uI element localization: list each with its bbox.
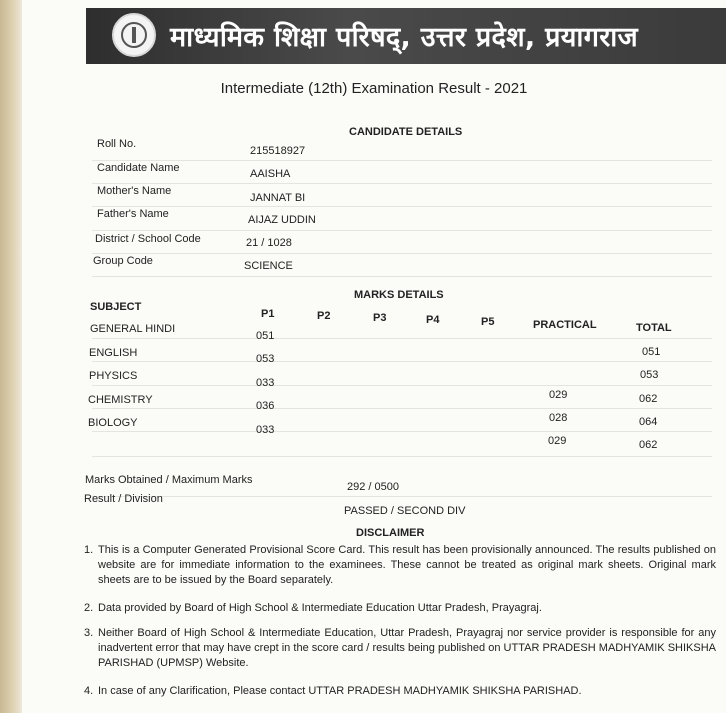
table-row-total: 062 <box>639 439 658 451</box>
col-header-subject: SUBJECT <box>90 301 142 313</box>
table-row-subject: ENGLISH <box>89 347 138 359</box>
table-row-p1: 033 <box>256 377 275 389</box>
col-header-p1: P1 <box>261 308 275 320</box>
value-district-school-code: 21 / 1028 <box>246 237 292 249</box>
value-marks-obtained: 292 / 0500 <box>347 481 399 493</box>
row-divider <box>92 456 712 457</box>
disclaimer-item-text: Neither Board of High School & Intermediate Education, Uttar Pradesh, Prayagraj nor service provider is responsible for any inadvertent error that may have crept in the score card / results being published on UTTAR PRADESH MADHYAMIK SHIKSHA PARISHAD (UPMSP) Website. <box>98 627 716 669</box>
label-fathers-name: Father's Name <box>97 208 169 220</box>
exam-title: Intermediate (12th) Examination Result - 2021 <box>220 80 528 97</box>
disclaimer-item-text: Data provided by Board of High School & Intermediate Education Uttar Pradesh, Prayagraj. <box>98 602 542 614</box>
marks-section-title: MARKS DETAILS <box>354 289 444 301</box>
disclaimer-item-number: 2. <box>84 602 94 614</box>
row-divider <box>92 385 712 386</box>
org-title: माध्यमिक शिक्षा परिषद्, उत्तर प्रदेश, प्रयागराज <box>170 22 638 53</box>
row-divider <box>92 338 712 339</box>
label-candidate-name: Candidate Name <box>97 162 180 174</box>
row-divider <box>92 183 712 184</box>
candidate-section-title: CANDIDATE DETAILS <box>349 126 463 138</box>
disclaimer-item-number: 4. <box>84 685 94 697</box>
table-row-p1: 053 <box>256 353 275 365</box>
table-row-practical: 028 <box>549 412 568 424</box>
label-district-school-code: District / School Code <box>95 233 201 245</box>
scanned-paper-edge <box>0 0 22 713</box>
value-roll-no: 215518927 <box>250 145 306 157</box>
row-divider <box>92 253 712 254</box>
table-row-total: 051 <box>642 346 661 358</box>
row-divider <box>92 431 712 432</box>
disclaimer-item-number: 3. <box>84 627 94 639</box>
disclaimer-item <box>84 601 716 616</box>
row-divider <box>92 230 712 231</box>
table-row-total: 062 <box>639 393 658 405</box>
row-divider <box>92 276 712 277</box>
value-fathers-name: AIJAZ UDDIN <box>248 214 316 226</box>
row-divider <box>92 361 712 362</box>
table-row-practical: 029 <box>548 435 567 447</box>
label-marks-obtained: Marks Obtained / Maximum Marks <box>85 474 253 486</box>
label-result-division: Result / Division <box>84 493 163 505</box>
disclaimer-title: DISCLAIMER <box>356 527 425 539</box>
table-row-subject: BIOLOGY <box>88 417 138 429</box>
col-header-p5: P5 <box>481 316 495 328</box>
col-header-p2: P2 <box>317 310 331 322</box>
table-row-subject: CHEMISTRY <box>88 394 153 406</box>
value-result-division: PASSED / SECOND DIV <box>344 505 466 517</box>
disclaimer-item <box>84 626 716 671</box>
header-banner <box>86 8 726 64</box>
table-row-practical: 029 <box>549 389 568 401</box>
col-header-practical: PRACTICAL <box>533 319 597 331</box>
row-divider <box>92 160 712 161</box>
col-header-total: TOTAL <box>636 322 672 334</box>
disclaimer-item-number: 1. <box>84 544 94 556</box>
result-page <box>22 0 726 713</box>
table-row-p1: 033 <box>256 424 275 436</box>
disclaimer-item-text: In case of any Clarification, Please contact UTTAR PRADESH MADHYAMIK SHIKSHA PARISHAD. <box>98 685 582 697</box>
col-header-p3: P3 <box>373 312 387 324</box>
label-group-code: Group Code <box>93 255 153 267</box>
label-mothers-name: Mother's Name <box>97 185 172 197</box>
row-divider <box>92 408 712 409</box>
table-row-p1: 051 <box>256 330 275 342</box>
table-row-subject: PHYSICS <box>89 370 138 382</box>
row-divider <box>92 206 712 207</box>
disclaimer-item <box>84 543 716 588</box>
table-row-total: 064 <box>639 416 658 428</box>
table-row-total: 053 <box>640 369 659 381</box>
table-row-p1: 036 <box>256 400 275 412</box>
row-divider <box>92 496 712 497</box>
disclaimer-item-text: This is a Computer Generated Provisional Score Card. This result has been provisionally announced. The results published on website are for immediate information to the examinees. These cannot be treated as original mark sheets. Original mark sheets are to be issued by the Board separately. <box>98 544 716 586</box>
col-header-p4: P4 <box>426 314 440 326</box>
upmsp-emblem-icon <box>112 13 156 57</box>
value-candidate-name: AAISHA <box>250 168 291 180</box>
value-mothers-name: JANNAT BI <box>250 192 306 204</box>
table-row-subject: GENERAL HINDI <box>90 323 176 335</box>
disclaimer-item <box>84 684 716 699</box>
label-roll-no: Roll No. <box>97 138 137 150</box>
value-group-code: SCIENCE <box>244 260 293 272</box>
